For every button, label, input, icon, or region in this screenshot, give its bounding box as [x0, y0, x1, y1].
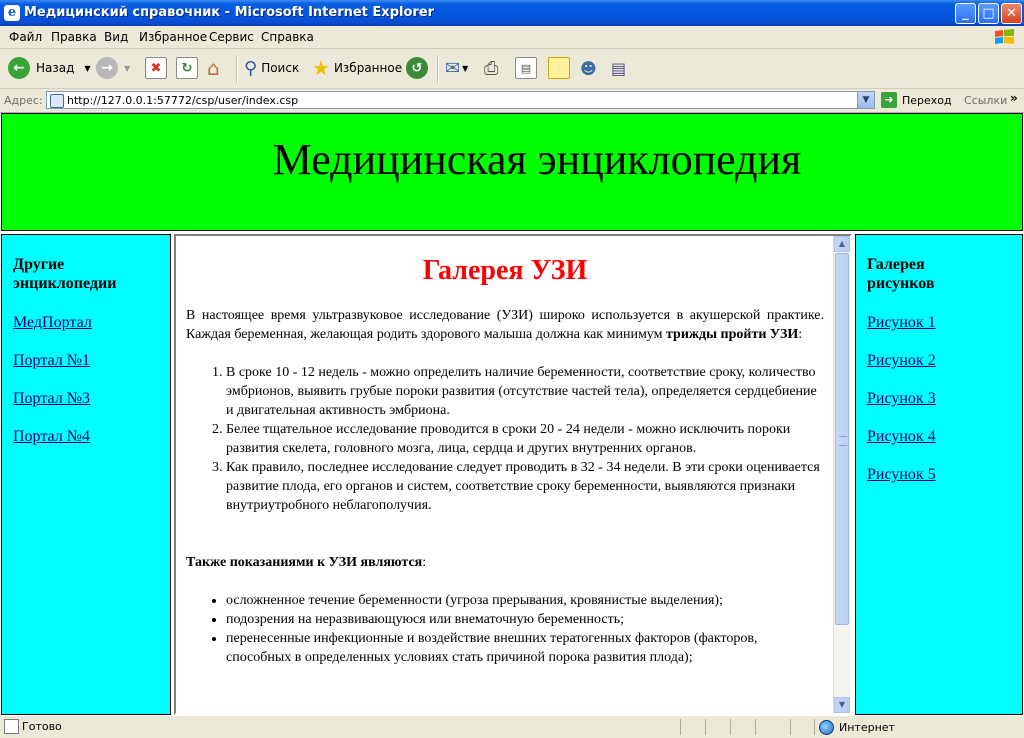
address-label: Адрес: — [4, 94, 43, 107]
windows-logo-icon — [992, 28, 1018, 46]
zone-label: Интернет — [839, 721, 895, 734]
intro-bold: трижды пройти УЗИ — [665, 327, 799, 342]
content-area — [176, 236, 834, 713]
link-medportal[interactable]: МедПортал — [13, 314, 92, 331]
link-picture-2[interactable]: Рисунок 2 — [867, 352, 936, 369]
page-title: Медицинская энциклопедия — [272, 135, 802, 184]
left-sidebar-title: Другие энциклопедии — [13, 256, 117, 292]
mail-dropdown-icon[interactable]: ▼ — [462, 63, 469, 73]
status-text: Готово — [22, 720, 62, 733]
page-icon — [50, 94, 64, 108]
link-picture-5[interactable]: Рисунок 5 — [867, 466, 936, 483]
home-button[interactable] — [207, 55, 220, 81]
favorites-label: Избранное — [333, 61, 403, 75]
favorites-button[interactable] — [312, 55, 402, 81]
menu-help[interactable]: Справка — [261, 30, 314, 44]
back-button[interactable] — [8, 55, 91, 81]
discuss-button[interactable] — [548, 55, 570, 81]
address-url[interactable]: http://127.0.0.1:57772/csp/user/index.csp — [67, 94, 299, 107]
forward-button[interactable] — [96, 55, 130, 81]
messenger-icon: ☻ — [580, 58, 597, 78]
mail-button[interactable] — [445, 55, 468, 81]
history-button[interactable] — [406, 55, 428, 81]
go-button[interactable] — [881, 92, 952, 108]
back-label: Назад — [36, 61, 75, 75]
search-icon: ⚲ — [244, 57, 258, 79]
scroll-thumb[interactable] — [835, 253, 849, 625]
go-label: Переход — [902, 93, 952, 107]
refresh-button[interactable] — [176, 55, 198, 81]
link-portal-4[interactable]: Портал №4 — [13, 428, 91, 445]
left-sidebar — [1, 234, 171, 715]
link-picture-3[interactable]: Рисунок 3 — [867, 390, 936, 407]
link-picture-4[interactable]: Рисунок 4 — [867, 428, 936, 445]
menu-edit[interactable]: Правка — [51, 30, 97, 44]
globe-icon — [819, 720, 834, 735]
article — [186, 236, 824, 667]
star-icon: ★ — [312, 56, 330, 80]
history-icon: ↺ — [406, 57, 428, 79]
address-input[interactable] — [46, 91, 875, 109]
search-button[interactable] — [244, 55, 299, 81]
messenger-button[interactable] — [580, 55, 597, 81]
back-dropdown-icon[interactable]: ▼ — [84, 63, 91, 73]
list-item: 2. Белее тщательное исследование проводится в сроки 20 - 24 недели - можно исключить пороки развития скелета, головного мозга, лица, сердца и других внутренних органов. — [226, 420, 824, 458]
menu-file[interactable]: Файл — [9, 30, 43, 44]
link-portal-1[interactable]: Портал №1 — [13, 352, 91, 369]
list-item: • перенесенные инфекционные и воздействие внешних тератогенных факторов (факторов, способных в определенных условиях стать причиной порока развития плода); — [226, 629, 824, 667]
article-heading: Галерея УЗИ — [422, 255, 588, 286]
close-button[interactable]: ✕ — [1001, 3, 1022, 24]
address-dropdown-icon[interactable]: ▼ — [857, 92, 874, 108]
note-icon — [548, 57, 570, 79]
page-header — [1, 113, 1023, 231]
link-picture-1[interactable]: Рисунок 1 — [867, 314, 936, 331]
home-icon: ⌂ — [207, 56, 220, 80]
indications-bold: Также показаниями к УЗИ являются — [186, 555, 423, 570]
research-button[interactable] — [611, 55, 626, 81]
page-status-icon — [4, 719, 19, 734]
search-label: Поиск — [261, 61, 300, 75]
window-title: Медицинский справочник - Microsoft Internet Explorer — [24, 5, 435, 20]
list-item: • осложненное течение беременности (угроза прерывания, кровянистые выделения); — [226, 591, 824, 610]
page-viewport — [0, 113, 1024, 715]
print-button[interactable] — [484, 55, 498, 81]
maximize-button[interactable]: □ — [978, 3, 999, 24]
right-sidebar-title: Галерея рисунков — [867, 256, 935, 292]
menu-favorites[interactable]: Избранное — [139, 30, 208, 44]
menu-bar — [0, 26, 1024, 49]
indications-intro: Также показаниями к УЗИ являются: — [186, 555, 427, 570]
right-sidebar — [855, 234, 1023, 715]
stop-icon: ✖ — [145, 57, 167, 79]
scroll-down-icon[interactable]: ▼ — [834, 697, 850, 713]
menu-view[interactable]: Вид — [104, 30, 129, 44]
status-bar — [0, 715, 1024, 738]
minimize-button[interactable]: _ — [955, 3, 976, 24]
ie-app-icon[interactable]: e — [4, 5, 20, 21]
print-icon: ⎙ — [484, 57, 499, 79]
vertical-scrollbar[interactable] — [833, 236, 850, 713]
content-frame — [174, 234, 852, 715]
security-zone — [819, 720, 895, 735]
go-arrow-icon: ➜ — [881, 92, 897, 108]
link-portal-3[interactable]: Портал №3 — [13, 390, 91, 407]
steps-list — [186, 363, 824, 515]
edit-icon: ▤ — [515, 57, 537, 79]
menu-tools[interactable]: Сервис — [209, 30, 254, 44]
intro-paragraph: В настоящее время ультразвуковое исследование (УЗИ) широко используется в акушерской практике. Каждая беременная, желающая родить здорового малыша должна как минимум трижды пройти УЗИ: — [186, 308, 824, 342]
list-item: • подозрения на неразвивающуюся или внематочную беременность; — [226, 610, 824, 629]
refresh-icon: ↻ — [176, 57, 198, 79]
list-item: 1. В сроке 10 - 12 недель - можно определить наличие беременности, соответствие сроку, количество эмбрионов, выявить грубые пороки развития (отсутствие частей тела), определяется сердцебиение и двигательная активность эмбриона. — [226, 363, 824, 420]
back-arrow-icon: ← — [8, 57, 30, 79]
title-bar — [0, 0, 1024, 26]
scroll-up-icon[interactable]: ▲ — [834, 236, 850, 252]
mail-icon: ✉ — [445, 57, 461, 79]
list-item: 3. Как правило, последнее исследование следует проводить в 32 - 34 недели. В эти сроки оценивается развитие плода, его органов и систем, соответствие сроку беременности, выявляются признаки внутриутробного неблагополучия. — [226, 458, 824, 515]
links-button[interactable]: Ссылки — [964, 94, 1008, 107]
forward-dropdown-icon[interactable]: ▼ — [124, 63, 131, 73]
indications-list — [186, 591, 824, 667]
research-icon: ▤ — [611, 58, 627, 78]
links-chevron-icon[interactable]: » — [1010, 91, 1018, 105]
stop-button[interactable] — [145, 55, 167, 81]
address-bar — [0, 89, 1024, 113]
toolbar — [0, 49, 1024, 89]
edit-button[interactable] — [515, 55, 537, 81]
intro-text: В настоящее время ультразвуковое исследование (УЗИ) широко используется в акушерской практике. Каждая беременная, желающая родить здорового малыша должна как минимум — [186, 308, 824, 342]
forward-arrow-icon: → — [96, 57, 118, 79]
